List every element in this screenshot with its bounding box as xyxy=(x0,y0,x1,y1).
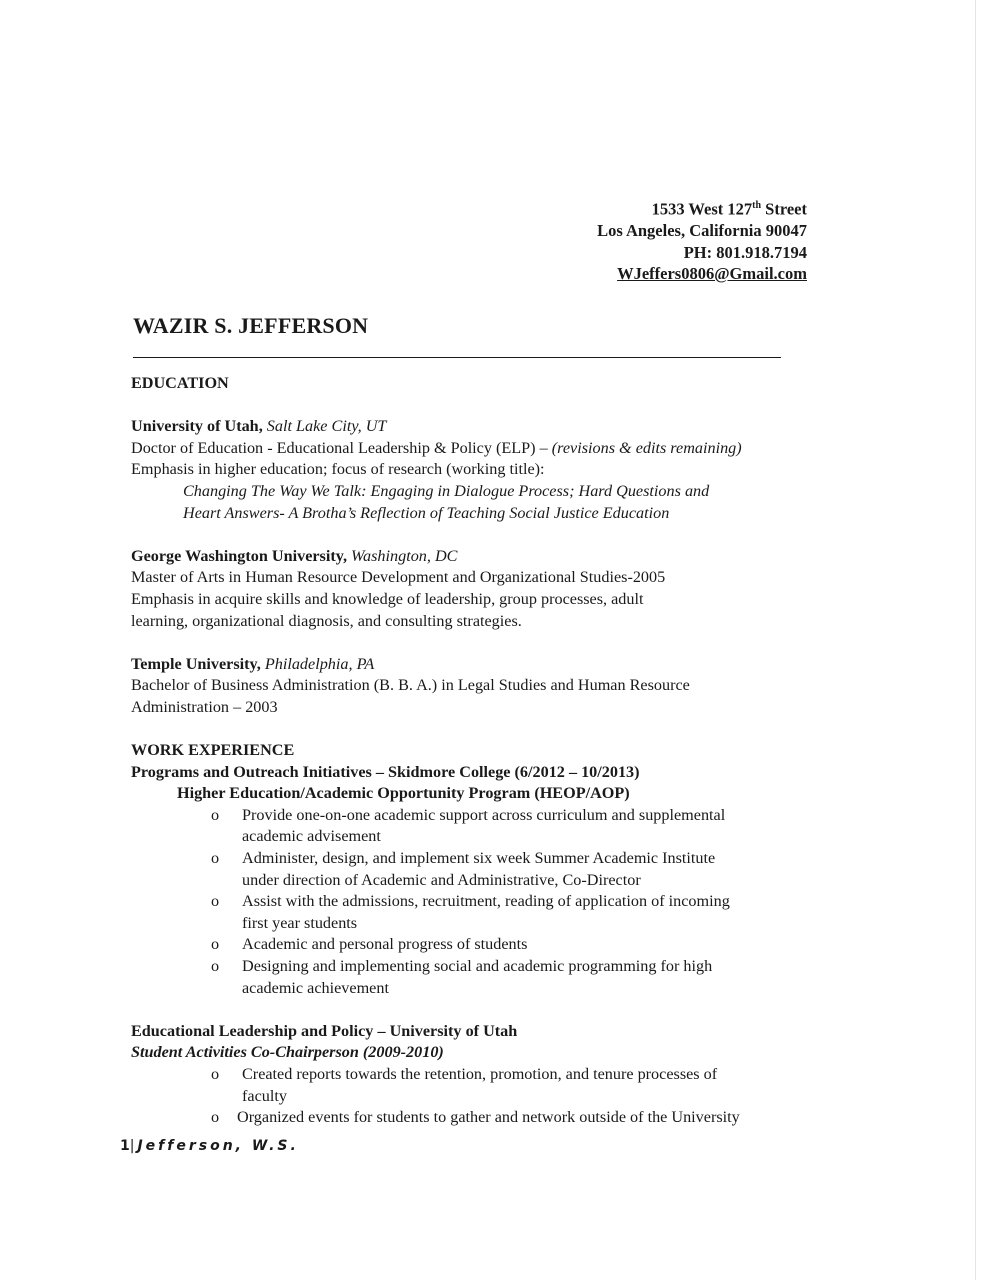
list-item: o Academic and personal progress of students xyxy=(211,934,821,956)
contact-block xyxy=(597,195,807,285)
footer-name: Jefferson, W.S. xyxy=(137,1138,299,1154)
list-item: o Designing and implementing social and academic programming for high academic achievement xyxy=(211,957,713,997)
education-utah-thesis-line-1: Changing The Way We Talk: Engaging in Dialogue Process; Hard Questions and xyxy=(183,481,710,500)
job2-role: Student Activities Co-Chairperson (2009-2010) xyxy=(131,1043,444,1062)
list-item: o Assist with the admissions, recruitment, reading of application of incoming first year students xyxy=(211,892,730,932)
education-temple-degree-2: Administration – 2003 xyxy=(131,697,278,716)
bullet-icon: o xyxy=(211,892,220,911)
list-item: o Administer, design, and implement six week Summer Academic Institute under direction of Academic and Administrative, Co-Director xyxy=(211,849,716,889)
education-gwu-degree: Master of Arts in Human Resource Development and Organizational Studies-2005 xyxy=(131,568,666,587)
contact-phone: PH: 801.918.7194 xyxy=(683,242,807,262)
bullet-icon: o xyxy=(211,849,220,868)
contact-city: Los Angeles, California 90047 xyxy=(597,221,807,240)
education-gwu-emphasis-1: Emphasis in acquire skills and knowledge of leadership, group processes, adult xyxy=(131,589,644,608)
education-heading: EDUCATION xyxy=(131,374,229,392)
bullet-icon: o xyxy=(211,1108,220,1127)
page-number: 1 xyxy=(120,1138,130,1154)
education-utah-emphasis: Emphasis in higher education; focus of research (working title): xyxy=(131,460,545,479)
education-temple-school: Temple University, Philadelphia, PA xyxy=(131,654,375,673)
job2-title: Educational Leadership and Policy – University of Utah xyxy=(131,1021,518,1040)
bullet-icon: o xyxy=(211,1065,220,1083)
work-heading: WORK EXPERIENCE xyxy=(131,741,295,760)
job1-title: Programs and Outreach Initiatives – Skidmore College (6/2012 – 10/2013) xyxy=(131,762,640,781)
job1-bullet-list xyxy=(131,805,821,999)
bullet-icon: o xyxy=(211,957,220,976)
education-gwu-emphasis-2: learning, organizational diagnosis, and consulting strategies. xyxy=(131,611,522,630)
education-gwu-school: George Washington University, Washington, DC xyxy=(131,546,458,565)
header-rule xyxy=(133,357,781,358)
scan-edge-line xyxy=(975,0,976,1280)
bullet-icon: o xyxy=(211,935,220,954)
list-item: o Provide one-on-one academic support across curriculum and supplemental academic advisement xyxy=(211,805,726,846)
resume-body xyxy=(131,373,821,1129)
education-temple-degree-1: Bachelor of Business Administration (B. B. A.) in Legal Studies and Human Resource xyxy=(131,676,690,695)
list-item: o Created reports towards the retention, promotion, and tenure processes of faculty xyxy=(211,1065,718,1105)
job1-program: Higher Education/Academic Opportunity Program (HEOP/AOP) xyxy=(177,784,630,803)
footer-separator: | xyxy=(129,1138,138,1154)
job2-bullet-list-cont xyxy=(131,1107,821,1129)
education-utah-degree: Doctor of Education - Educational Leadership & Policy (ELP) – (revisions & edits remaining) xyxy=(131,438,742,457)
page-footer xyxy=(120,1138,299,1154)
education-utah-thesis-line-2: Heart Answers- A Brotha’s Reflection of Teaching Social Justice Education xyxy=(183,503,670,522)
education-utah-school: University of Utah, Salt Lake City, UT xyxy=(131,417,387,436)
contact-email-link[interactable]: WJeffers0806@Gmail.com xyxy=(617,264,807,283)
list-item: o Organized events for students to gather and network outside of the University xyxy=(211,1107,821,1129)
candidate-name: WAZIR S. JEFFERSON xyxy=(133,313,369,338)
job2-bullet-list xyxy=(131,1064,821,1107)
bullet-icon: o xyxy=(211,805,220,824)
contact-street: 1533 West 127th Street xyxy=(651,199,807,219)
